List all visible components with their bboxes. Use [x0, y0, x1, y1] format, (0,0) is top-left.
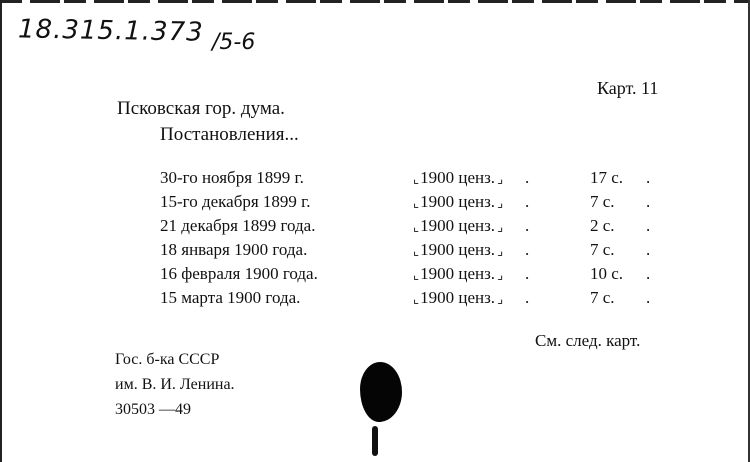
- entry-pages: 7 с.: [590, 288, 615, 307]
- print-order-number: 30503 —49: [115, 401, 191, 418]
- entry-censorship: ⌞ 1900 ценз. ⌟: [413, 192, 503, 212]
- entry-censorship: ⌞ 1900 ценз. ⌟: [413, 168, 503, 188]
- handwritten-shelfmark-suffix: /5-6: [212, 30, 256, 55]
- library-stamp: [115, 347, 235, 422]
- handwritten-shelfmark: 18.315.1.373: [17, 14, 204, 48]
- entry-pages: 2 с.: [590, 216, 615, 235]
- ink-blot: [360, 362, 402, 422]
- entry-pages: 7 с.: [590, 240, 615, 259]
- entry-date: 15 марта 1900 года.: [160, 288, 301, 307]
- ink-blot-drip: [372, 426, 378, 456]
- entry-date: 30-го ноября 1899 г.: [160, 168, 304, 187]
- entry-pages: 17 с.: [590, 168, 624, 187]
- entry-date: 15-го декабря 1899 г.: [160, 192, 311, 211]
- library-name: Гос. б-ка СССР: [115, 351, 220, 368]
- see-next-card-note: См. след. карт.: [535, 331, 641, 350]
- entry-date: 16 февраля 1900 года.: [160, 264, 318, 283]
- card-left-edge: [0, 0, 2, 462]
- entry-date: 18 января 1900 года.: [160, 240, 308, 259]
- card-top-edge: [0, 0, 750, 3]
- entry-censorship: ⌞ 1900 ценз. ⌟: [413, 240, 503, 260]
- heading-author: Псковская гор. дума.: [117, 98, 285, 119]
- entry-date: 21 декабря 1899 года.: [160, 216, 316, 235]
- entry-pages: 10 с.: [590, 264, 624, 283]
- heading-title: Постановления...: [160, 124, 299, 145]
- catalog-card: 18.315.1.373 /5-6 Карт. 11 Псковская гор. дума. Постановления... 30-го ноября 1899 г. ⌞ 1900 ценз. ⌟ . 17 с. . 15-го декабря 1899 г. ⌞ 1900 ценз. ⌟ . 7 с. . 21 декабря 1899 года. ⌞ 1900 ценз. ⌟ . 2 с. . 18 января 1900 года. ⌞ 1900 ценз. ⌟ . 7 с. . 16 февраля 1900 года. ⌞ 1900 ценз. ⌟ . 10 с. . 15 марта 1900 года. ⌞ 1900 ценз. ⌟ . 7 с. . См. след. карт. Гос. б-ка СССР им. В. И. Ленина. 30503 —49: [0, 0, 750, 462]
- card-number: Карт. 11: [597, 78, 659, 98]
- entry-censorship: ⌞ 1900 ценз. ⌟: [413, 288, 503, 308]
- entry-censorship: ⌞ 1900 ценз. ⌟: [413, 264, 503, 284]
- library-namesake: им. В. И. Ленина.: [115, 376, 235, 393]
- entry-pages: 7 с.: [590, 192, 615, 211]
- entry-censorship: ⌞ 1900 ценз. ⌟: [413, 216, 503, 236]
- card-heading: [117, 96, 299, 148]
